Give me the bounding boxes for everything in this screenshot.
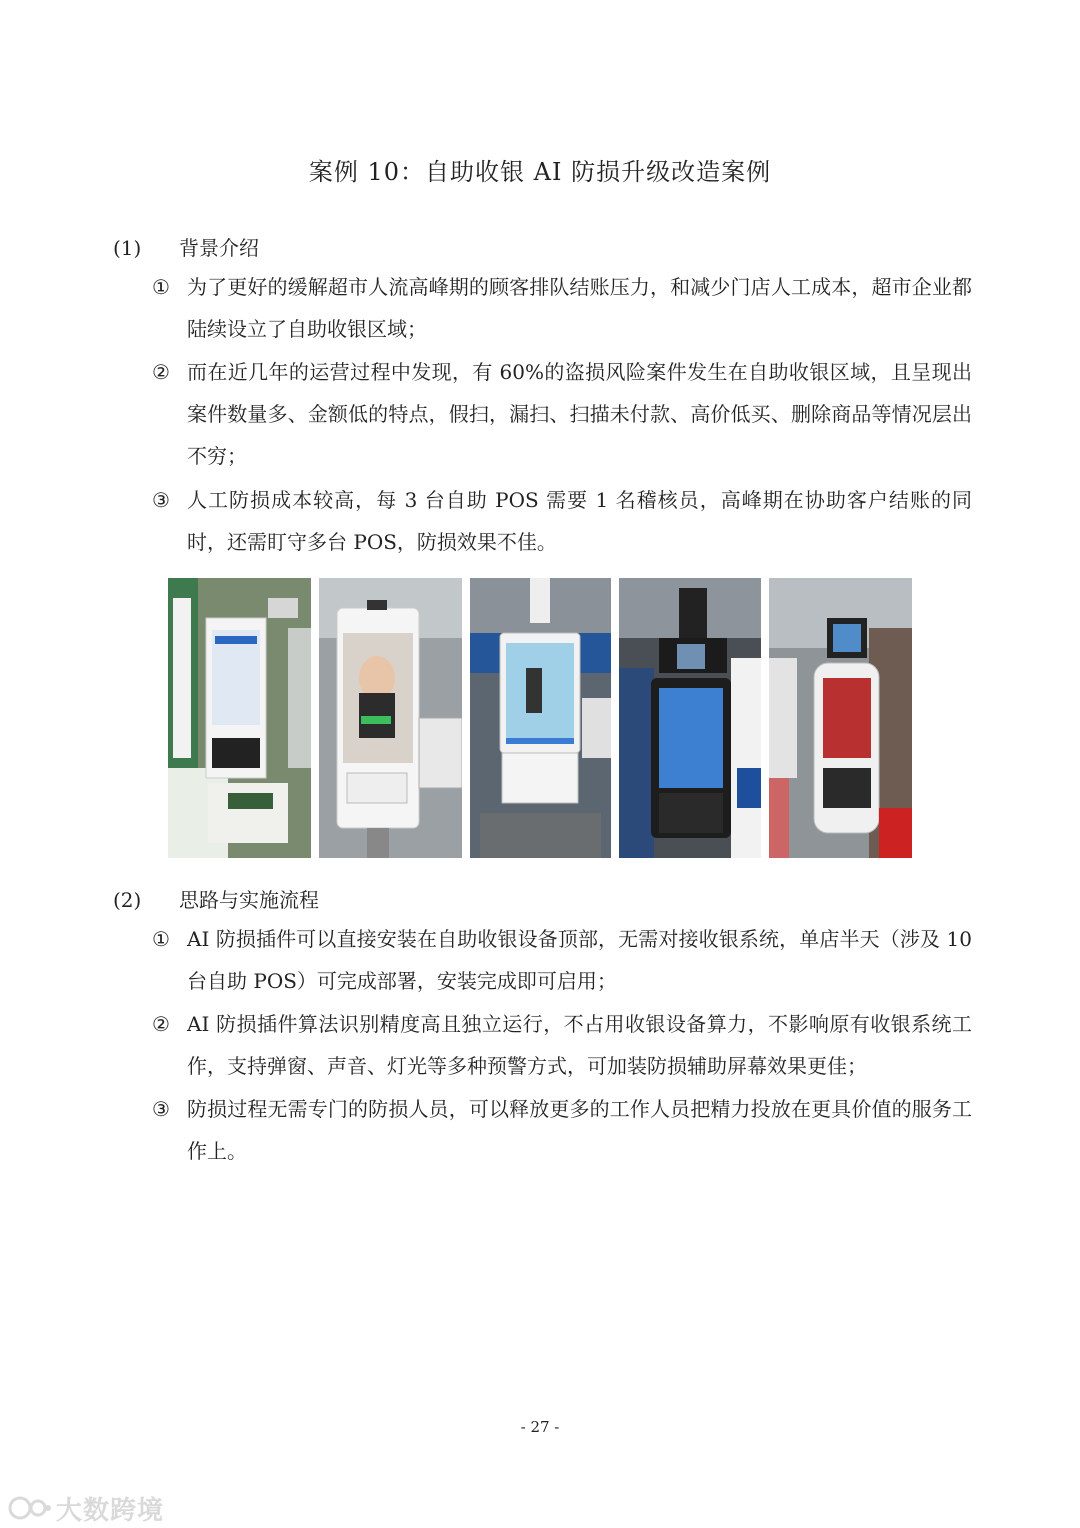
watermark-logo-icon: [8, 1495, 52, 1528]
kiosk-photo: [319, 578, 462, 858]
section-2-heading: [113, 884, 319, 913]
item-marker: ③: [152, 1097, 170, 1121]
item-marker: ③: [152, 488, 170, 512]
item-marker: ②: [152, 360, 170, 384]
section-title: 思路与实施流程: [179, 888, 319, 912]
section-number: (2): [113, 888, 142, 912]
section-title: 背景介绍: [179, 236, 259, 260]
item-text: 人工防损成本较高，每 3 台自助 POS 需要 1 名稽核员，高峰期在协助客户结账的同时，还需盯守多台 POS，防损效果不佳。: [187, 488, 972, 554]
item-text: 为了更好的缓解超市人流高峰期的顾客排队结账压力，和减少门店人工成本，超市企业都陆续设立了自助收银区域；: [187, 275, 972, 341]
kiosk-photo: [619, 578, 761, 858]
list-item: [152, 351, 972, 477]
list-item: [152, 1003, 972, 1087]
item-marker: ①: [152, 927, 170, 951]
kiosk-photo: [168, 578, 311, 858]
kiosk-photo: [470, 578, 611, 858]
item-text: AI 防损插件算法识别精度高且独立运行，不占用收银设备算力，不影响原有收银系统工作，支持弹窗、声音、灯光等多种预警方式，可加装防损辅助屏幕效果更佳；: [187, 1012, 972, 1078]
watermark-text: 大数跨境: [56, 1496, 165, 1526]
list-item: [152, 918, 972, 1002]
item-text: AI 防损插件可以直接安装在自助收银设备顶部，无需对接收银系统，单店半天（涉及 10 台自助 POS）可完成部署，安装完成即可启用；: [187, 927, 972, 993]
kiosk-photo: [769, 578, 912, 858]
watermark: [8, 1490, 164, 1528]
kiosk-photo-strip: [168, 578, 912, 858]
item-marker: ①: [152, 275, 170, 299]
item-text: 防损过程无需专门的防损人员，可以释放更多的工作人员把精力投放在更具价值的服务工作上。: [187, 1097, 972, 1163]
item-marker: ②: [152, 1012, 170, 1036]
page-title: 案例 10：自助收银 AI 防损升级改造案例: [308, 158, 772, 186]
list-item: [152, 1088, 972, 1172]
section-number: (1): [113, 236, 142, 260]
list-item: [152, 266, 972, 350]
list-item: [152, 479, 972, 563]
section-1-heading: [113, 232, 259, 261]
page-number: - 27 -: [520, 1418, 560, 1436]
item-text: 而在近几年的运营过程中发现，有 60%的盗损风险案件发生在自助收银区域，且呈现出案件数量多、金额低的特点，假扫，漏扫、扫描未付款、高价低买、删除商品等情况层出不穷；: [187, 360, 972, 468]
